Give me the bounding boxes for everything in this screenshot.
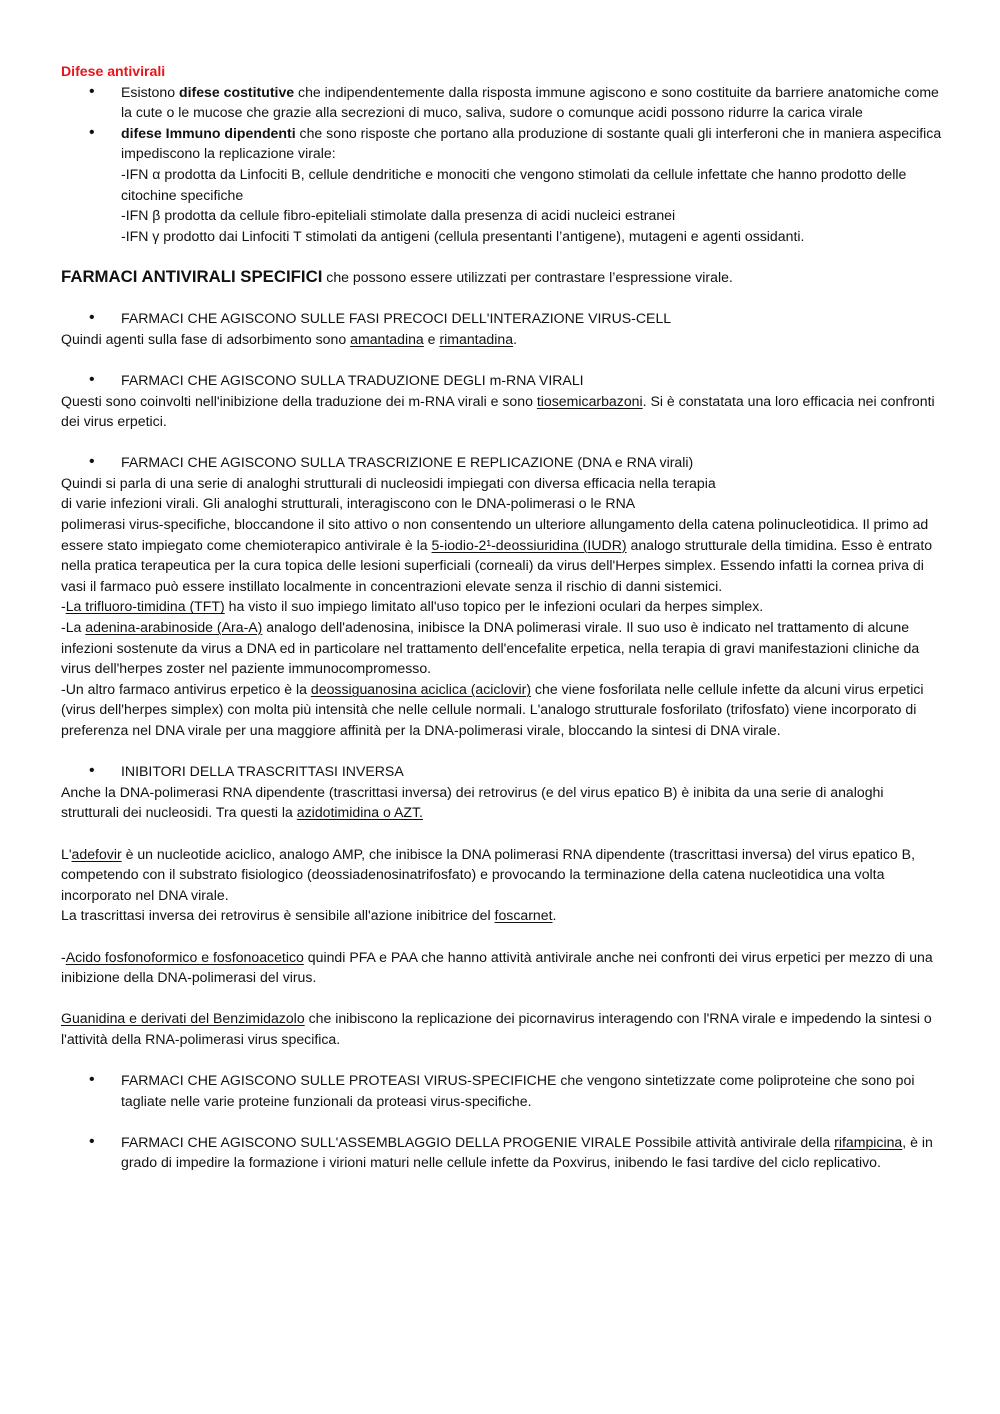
ifn-gamma: -IFN γ prodotto dai Linfociti T stimolati da antigeni (cellula presentanti l’antigene), mutageni e agenti ossidanti. [121,227,805,244]
farmaci-heading: FARMACI ANTIVIRALI SPECIFICI che possono essere utilizzati per contrastare l’espressione virale. [61,266,733,286]
paragraph: polimerasi virus-specifiche, bloccandone il sito attivo o non consentendo un ulteriore allungamento della catena polinucleotidica. Il primo ad essere stato impiegato come chemioterapico antivirale è la 5-iodio-2¹-deossiuridina (IUDR) analogo strutturale della timidina. Esso è entrato nella pratica terapeutica per la cura topica delle lesioni superficiali (corneali) da virus dell'Herpes simplex. Essendo infatti la cornea priva di vasi il farmaco può essere instillato localmente in concentrazioni elevate senza il rischio di danni sistemici. [61,516,933,594]
paragraph-tft: -La trifluoro-timidina (TFT) ha visto il suo impiego limitato all'uso topico per le infezioni oculari da herpes simplex. [61,598,764,615]
ifn-beta: -IFN β prodotta da cellule fibro-epiteliali stimolate dalla presenza di acidi nucleici estranei [121,207,676,224]
bullet-proteasi: • FARMACI CHE AGISCONO SULLE PROTEASI VIRUS-SPECIFICHE che vengono sintetizzate come poliproteine che sono poi tagliate nelle varie proteine funzionali da proteasi virus-specifiche. [61,1070,944,1111]
paragraph-aciclovir: -Un altro farmaco antivirus erpetico è la deossiguanosina aciclica (aciclovir) che viene fosforilata nelle cellule infette da alcuni virus erpetici (virus dell'herpes simplex) con molta più intensità che nelle cellule normali. L'analogo strutturale fosforilato (trifosfato) viene incorporato di preferenza nel DNA virale per una maggiore affinità per la DNA-polimerasi virale, bloccando la sintesi di DNA virale. [61,680,924,738]
section-title: Difese antivirali [61,63,166,79]
bullet-trascrittasi: • INIBITORI DELLA TRASCRITTASI INVERSA [61,761,944,782]
paragraph-line: di varie infezioni virali. Gli analoghi strutturali, interagiscono con le DNA-polimerasi o le RNA [61,495,636,512]
paragraph-line: Quindi si parla di una serie di analoghi strutturali di nucleosidi impiegati con diversa efficacia nella terapia [61,474,716,491]
paragraph-guanidina: Guanidina e derivati del Benzimidazolo che inibiscono la replicazione dei picornavirus interagendo con l'RNA virale e impedendo la sintesi o l'attività della RNA-polimerasi virus specifica. [61,1010,932,1047]
paragraph: Questi sono coinvolti nell'inibizione della traduzione dei m-RNA virali e sono tiosemicarbazoni. Si è constatata una loro efficacia nei confronti dei virus erpetici. [61,392,935,430]
paragraph-pfa: -Acido fosfonoformico e fosfonoacetico quindi PFA e PAA che hanno attività antivirale anche nei confronti dei virus erpetici per mezzo di una inibizione della DNA-polimerasi del virus. [61,948,933,986]
list-item-costitutive: • Esistono difese costitutive che indipendentemente dalla risposta immune agiscono e sono costituite da barriere anatomiche come la cute o le mucose che grazie alla secrezioni di muco, saliva, sudore o comunque acidi possono ridurre la carica virale [61,82,944,123]
list-item-immuno: • difese Immuno dipendenti che sono risposte che portano alla produzione di sostante quali gli interferoni che in maniera aspecifica impediscono la replicazione virale: -IFN α prodotta da Linfociti B, cellule dendritiche e monociti che vengono stimolati da cellule infettate che hanno prodotto delle citochine specifiche -IFN β prodotta da cellule fibro-epiteliali stimolate dalla presenza di acidi nucleici estranei -IFN γ prodotto dai Linfociti T stimolati da antigeni (cellula presentanti l’antigene), mutageni e agenti ossidanti. [61,123,944,247]
ifn-alpha: -IFN α prodotta da Linfociti B, cellule dendritiche e monociti che vengono stimolati da cellule infettate che hanno prodotto delle citochine specifiche [121,165,907,203]
bold-term: difese Immuno dipendenti [121,124,296,141]
bold-term: difese costitutive [178,83,295,100]
paragraph: Quindi agenti sulla fase di adsorbimento sono amantadina e rimantadina. [61,330,518,347]
defenses-list [61,82,944,247]
paragraph-foscarnet: La trascrittasi inversa dei retrovirus è sensibile all'azione inibitrice del foscarnet. [61,907,557,924]
paragraph: Anche la DNA-polimerasi RNA dipendente (trascrittasi inversa) dei retrovirus (e del virus epatico B) è inibita da una serie di analoghi strutturali dei nucleosidi. Tra questi la azidotimidina o AZT. [61,783,884,821]
bullet-fasi-precoci: • FARMACI CHE AGISCONO SULLE FASI PRECOCI DELL'INTERAZIONE VIRUS-CELL [61,308,944,329]
paragraph-adefovir: L'adefovir è un nucleotide aciclico, analogo AMP, che inibisce la DNA polimerasi RNA dipendente (trascrittasi inversa) del virus epatico B, competendo con il substrato fisiologico (deossiadenosinatrifosfato) e provocando la terminazione della catena nucleotidica una volta incorporato nel DNA virale. [61,845,915,903]
bullet-traduzione: • FARMACI CHE AGISCONO SULLA TRADUZIONE DEGLI m-RNA VIRALI [61,370,944,391]
bullet-trascrizione: • FARMACI CHE AGISCONO SULLA TRASCRIZIONE E REPLICAZIONE (DNA e RNA virali) [61,452,944,473]
paragraph-ara: -La adenina-arabinoside (Ara-A) analogo dell'adenosina, inibisce la DNA polimerasi virale. Il suo uso è indicato nel trattamento di alcune infezioni sostenute da virus a DNA ed in particolare nel trattamento dell'encefalite erpetica, nella terapia di gravi manifestazioni cliniche da virus dell'herpes zoster nel paziente immunocompromesso. [61,619,920,677]
bullet-assemblaggio: • FARMACI CHE AGISCONO SULL'ASSEMBLAGGIO DELLA PROGENIE VIRALE Possibile attività antivirale della rifampicina, è in grado di impedire la formazione i virioni maturi nelle cellule infette da Poxvirus, inibendo le fasi tardive del ciclo replicativo. [61,1132,944,1173]
